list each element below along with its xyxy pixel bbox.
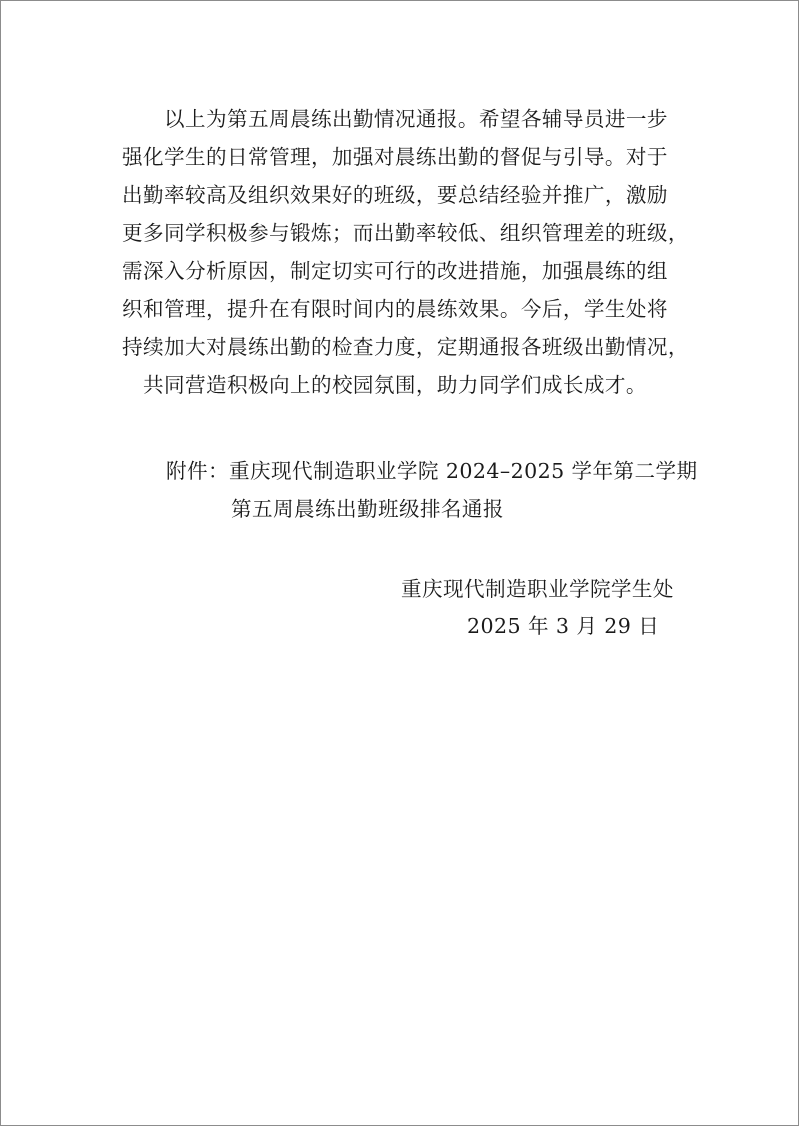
body-paragraph-line: 织和管理，提升在有限时间内的晨练效果。今后，学生处将 (122, 297, 668, 321)
attachment-title: 附件：重庆现代制造职业学院 2024–2025 学年第二学期 (166, 459, 698, 483)
body-paragraph-line: 更多同学积极参与锻炼；而出勤率较低、组织管理差的班级， (122, 221, 689, 245)
body-paragraph-line: 出勤率较高及组织效果好的班级，要总结经验并推广，激励 (122, 183, 668, 207)
attachment-subtitle: 第五周晨练出勤班级排名通报 (231, 497, 504, 521)
body-paragraph-line: 强化学生的日常管理，加强对晨练出勤的督促与引导。对于 (122, 145, 668, 169)
signature-organization: 重庆现代制造职业学院学生处 (401, 577, 674, 601)
body-paragraph-line: 以上为第五周晨练出勤情况通报。希望各辅导员进一步 (164, 107, 668, 131)
body-paragraph-line: 共同营造积极向上的校园氛围，助力同学们成长成才。 (143, 373, 647, 397)
body-paragraph-line: 持续加大对晨练出勤的检查力度，定期通报各班级出勤情况， (122, 335, 689, 359)
body-paragraph-line: 需深入分析原因，制定切实可行的改进措施，加强晨练的组 (122, 259, 668, 283)
signature-date: 2025 年 3 月 29 日 (467, 614, 660, 638)
